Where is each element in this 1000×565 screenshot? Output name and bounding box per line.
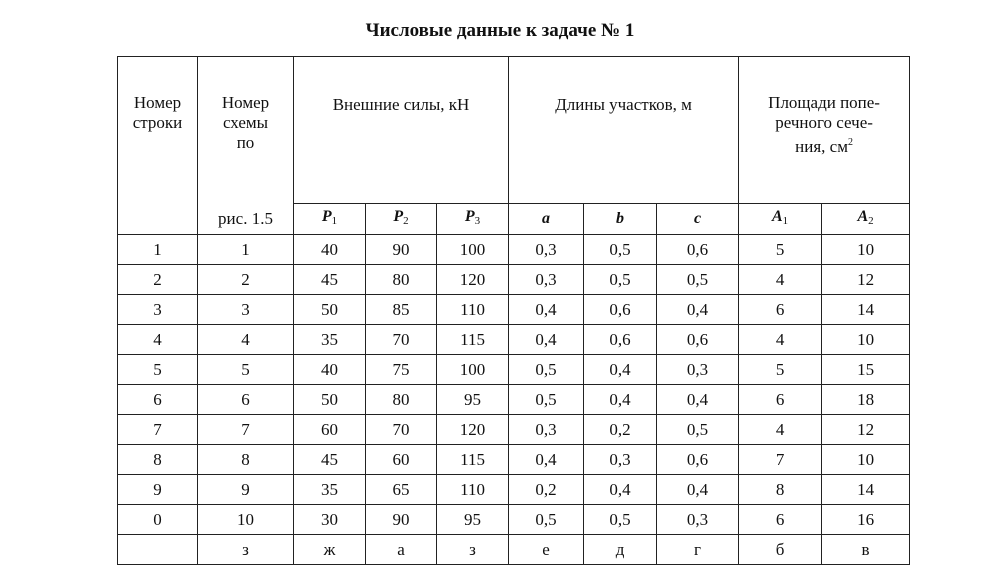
table-cell: 95 bbox=[437, 505, 509, 535]
table-cell: 9 bbox=[198, 475, 294, 505]
table-cell: 45 bbox=[294, 265, 366, 295]
table-cell: 0,3 bbox=[509, 235, 584, 265]
header-c: c bbox=[657, 204, 739, 235]
table-row bbox=[118, 325, 910, 355]
table-cell: 16 bbox=[822, 505, 910, 535]
table-cell: 60 bbox=[366, 445, 437, 475]
table-cell: 2 bbox=[198, 265, 294, 295]
table-cell: 4 bbox=[118, 325, 198, 355]
table-cell: 14 bbox=[822, 475, 910, 505]
table-row bbox=[118, 385, 910, 415]
table-cell: 120 bbox=[437, 265, 509, 295]
table-cell: 12 bbox=[822, 415, 910, 445]
table-cell: 0,4 bbox=[657, 385, 739, 415]
table-cell: 3 bbox=[198, 295, 294, 325]
table-cell: 0,6 bbox=[657, 445, 739, 475]
table-cell: 5 bbox=[198, 355, 294, 385]
table-row bbox=[118, 295, 910, 325]
table-cell: 3 bbox=[118, 295, 198, 325]
header-scheme-ref: рис. 1.5 bbox=[198, 204, 294, 235]
header-scheme-number: Номер схемы по bbox=[198, 57, 294, 204]
table-cell: 6 bbox=[739, 385, 822, 415]
footer-cell bbox=[118, 535, 198, 565]
table-cell: 7 bbox=[198, 415, 294, 445]
table-cell: 0,5 bbox=[657, 415, 739, 445]
table-cell: 0,4 bbox=[657, 475, 739, 505]
table-cell: 85 bbox=[366, 295, 437, 325]
table-cell: 110 bbox=[437, 295, 509, 325]
header-areas: Площади попе- речного сече- ния, $см^2$ bbox=[739, 57, 910, 204]
table-cell: 6 bbox=[198, 385, 294, 415]
table-cell: 0,2 bbox=[584, 415, 657, 445]
table-row bbox=[118, 235, 910, 265]
table-cell: 120 bbox=[437, 415, 509, 445]
table-cell: 70 bbox=[366, 325, 437, 355]
table-cell: 115 bbox=[437, 325, 509, 355]
table-cell: 80 bbox=[366, 265, 437, 295]
table-cell: 15 bbox=[822, 355, 910, 385]
table-cell: 0,3 bbox=[657, 505, 739, 535]
table-cell: 0,3 bbox=[509, 265, 584, 295]
table-cell: 0,4 bbox=[509, 295, 584, 325]
table-cell: 45 bbox=[294, 445, 366, 475]
table-cell: 95 bbox=[437, 385, 509, 415]
table-cell: 80 bbox=[366, 385, 437, 415]
table-cell: 40 bbox=[294, 355, 366, 385]
table-cell: 0,6 bbox=[657, 325, 739, 355]
table-cell: 6 bbox=[118, 385, 198, 415]
table-cell: 50 bbox=[294, 295, 366, 325]
header-lengths: Длины участков, м bbox=[509, 57, 739, 204]
table-cell: 100 bbox=[437, 355, 509, 385]
table-cell: 0,4 bbox=[509, 325, 584, 355]
table-cell: 8 bbox=[118, 445, 198, 475]
footer-cell: ж bbox=[294, 535, 366, 565]
table-cell: 60 bbox=[294, 415, 366, 445]
table-cell: 90 bbox=[366, 235, 437, 265]
header-p2: $P_2$ bbox=[366, 204, 437, 235]
table-cell: 0,4 bbox=[584, 355, 657, 385]
table-cell: 0,6 bbox=[657, 235, 739, 265]
table-cell: 115 bbox=[437, 445, 509, 475]
table-cell: 0,2 bbox=[509, 475, 584, 505]
table-row bbox=[118, 265, 910, 295]
table-cell: 5 bbox=[118, 355, 198, 385]
table-cell: 5 bbox=[739, 355, 822, 385]
table-cell: 0,5 bbox=[584, 265, 657, 295]
table-cell: 10 bbox=[822, 325, 910, 355]
table-cell: 0,6 bbox=[584, 325, 657, 355]
footer-cell: а bbox=[366, 535, 437, 565]
data-table bbox=[117, 56, 910, 565]
table-cell: 5 bbox=[739, 235, 822, 265]
header-p1: $P_1$ bbox=[294, 204, 366, 235]
table-cell: 0,5 bbox=[509, 355, 584, 385]
table-cell: 12 bbox=[822, 265, 910, 295]
header-forces: Внешние силы, кН bbox=[294, 57, 509, 204]
table-cell: 8 bbox=[739, 475, 822, 505]
table-cell: 10 bbox=[822, 445, 910, 475]
table-cell: 50 bbox=[294, 385, 366, 415]
footer-cell: в bbox=[822, 535, 910, 565]
table-row bbox=[118, 505, 910, 535]
table-cell: 10 bbox=[822, 235, 910, 265]
table-cell: 75 bbox=[366, 355, 437, 385]
table-cell: 35 bbox=[294, 475, 366, 505]
table-cell: 40 bbox=[294, 235, 366, 265]
table-cell: 30 bbox=[294, 505, 366, 535]
table-row bbox=[118, 445, 910, 475]
table-cell: 6 bbox=[739, 505, 822, 535]
table-cell: 0,3 bbox=[584, 445, 657, 475]
table-row bbox=[118, 355, 910, 385]
table-cell: 10 bbox=[198, 505, 294, 535]
table-body bbox=[118, 235, 910, 565]
table-cell: 0,4 bbox=[509, 445, 584, 475]
table-cell: 0,5 bbox=[509, 505, 584, 535]
table-cell: 0,4 bbox=[657, 295, 739, 325]
table-cell: 110 bbox=[437, 475, 509, 505]
table-cell: 0,3 bbox=[657, 355, 739, 385]
table-cell: 4 bbox=[739, 415, 822, 445]
table-cell: 8 bbox=[198, 445, 294, 475]
table-row bbox=[118, 415, 910, 445]
table-cell: 7 bbox=[118, 415, 198, 445]
footer-cell: з bbox=[198, 535, 294, 565]
table-cell: 14 bbox=[822, 295, 910, 325]
page-title: Числовые данные к задаче № 1 bbox=[365, 20, 635, 41]
table-footer-row bbox=[118, 535, 910, 565]
header-p3: $P_3$ bbox=[437, 204, 509, 235]
table-cell: 0,4 bbox=[584, 385, 657, 415]
table-cell: 4 bbox=[739, 325, 822, 355]
table-row bbox=[118, 475, 910, 505]
table-cell: 0,6 bbox=[584, 295, 657, 325]
header-a1: $A_1$ bbox=[739, 204, 822, 235]
table-cell: 2 bbox=[118, 265, 198, 295]
table-cell: 4 bbox=[739, 265, 822, 295]
table-cell: 9 bbox=[118, 475, 198, 505]
table-cell: 1 bbox=[118, 235, 198, 265]
table-cell: 0,5 bbox=[509, 385, 584, 415]
header-row-number: Номер строки bbox=[118, 57, 198, 235]
table-cell: 70 bbox=[366, 415, 437, 445]
table-cell: 0 bbox=[118, 505, 198, 535]
footer-cell: б bbox=[739, 535, 822, 565]
table-cell: 0,5 bbox=[657, 265, 739, 295]
header-b: b bbox=[584, 204, 657, 235]
table-cell: 100 bbox=[437, 235, 509, 265]
table-cell: 1 bbox=[198, 235, 294, 265]
table-cell: 65 bbox=[366, 475, 437, 505]
table-cell: 6 bbox=[739, 295, 822, 325]
table-cell: 35 bbox=[294, 325, 366, 355]
header-a: a bbox=[509, 204, 584, 235]
footer-cell: д bbox=[584, 535, 657, 565]
table-cell: 0,3 bbox=[509, 415, 584, 445]
table-cell: 0,5 bbox=[584, 505, 657, 535]
table-cell: 18 bbox=[822, 385, 910, 415]
table-cell: 0,4 bbox=[584, 475, 657, 505]
table-cell: 7 bbox=[739, 445, 822, 475]
table-cell: 4 bbox=[198, 325, 294, 355]
footer-cell: е bbox=[509, 535, 584, 565]
footer-cell: з bbox=[437, 535, 509, 565]
footer-cell: г bbox=[657, 535, 739, 565]
header-a2: $A_2$ bbox=[822, 204, 910, 235]
table-cell: 90 bbox=[366, 505, 437, 535]
table-cell: 0,5 bbox=[584, 235, 657, 265]
